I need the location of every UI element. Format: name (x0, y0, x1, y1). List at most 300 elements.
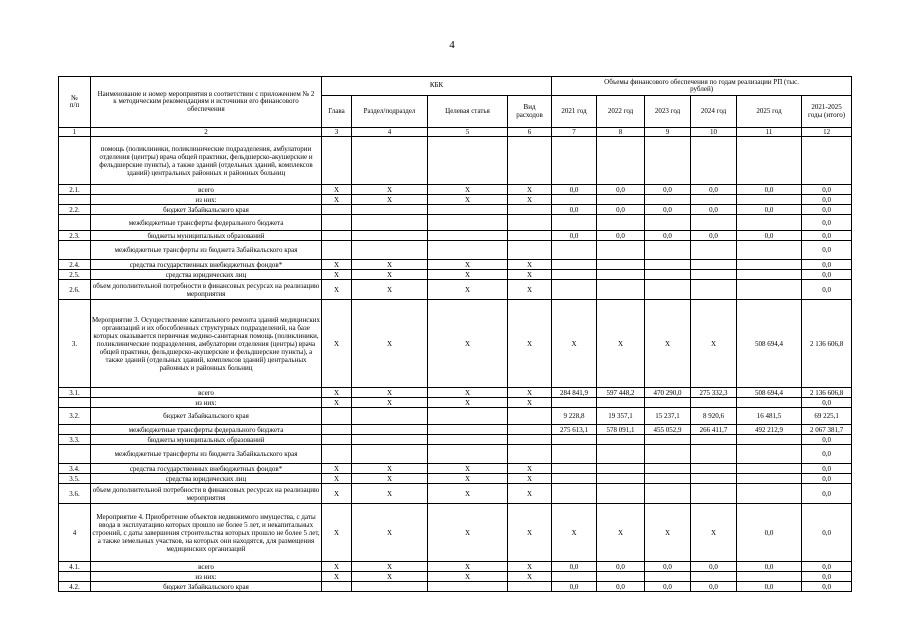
column-number: 9 (645, 128, 691, 137)
row-name-cell: средства государственных внебюджетных фондов* (91, 464, 322, 474)
kbk-cell (322, 215, 352, 231)
value-cell (737, 464, 802, 474)
kbk-cell (352, 582, 428, 592)
value-cell (691, 435, 737, 445)
value-cell: 455 052,9 (645, 425, 691, 435)
kbk-cell: X (322, 300, 352, 388)
value-cell (691, 445, 737, 464)
kbk-cell: X (352, 572, 428, 582)
value-cell: 0,0 (802, 231, 852, 241)
row-name-cell: межбюджетные трансферты федерального бюджета (91, 215, 322, 231)
row-name-cell: всего (91, 388, 322, 398)
table-row (59, 185, 852, 195)
table-row (59, 195, 852, 205)
column-number: 2 (91, 128, 322, 137)
kbk-cell: X (508, 484, 552, 504)
kbk-cell (322, 582, 352, 592)
row-name-cell: из них: (91, 195, 322, 205)
value-cell (552, 572, 597, 582)
value-cell (552, 195, 597, 205)
kbk-cell: X (428, 260, 508, 270)
kbk-cell: X (322, 388, 352, 398)
kbk-cell: X (508, 398, 552, 408)
kbk-cell: X (428, 562, 508, 572)
value-cell (737, 241, 802, 260)
row-number-cell: 4 (59, 504, 91, 562)
value-cell (737, 280, 802, 300)
column-number: 5 (428, 128, 508, 137)
value-cell (552, 398, 597, 408)
row-number-cell (59, 425, 91, 435)
kbk-cell (508, 435, 552, 445)
value-cell: 0,0 (802, 241, 852, 260)
row-name-cell: всего (91, 562, 322, 572)
table-row (59, 572, 852, 582)
kbk-cell: X (352, 562, 428, 572)
kbk-cell: X (508, 504, 552, 562)
row-name-cell: бюджет Забайкальского края (91, 408, 322, 425)
value-cell (691, 398, 737, 408)
column-number: 6 (508, 128, 552, 137)
header-year-col: 2022 год (597, 96, 645, 128)
value-cell (597, 270, 645, 280)
value-cell: 0,0 (737, 582, 802, 592)
kbk-cell: X (322, 474, 352, 484)
kbk-cell (508, 445, 552, 464)
kbk-cell: X (508, 270, 552, 280)
row-number-cell (59, 215, 91, 231)
value-cell (802, 137, 852, 185)
value-cell (737, 137, 802, 185)
table-row (59, 270, 852, 280)
row-name-cell: межбюджетные трансферты федерального бюджета (91, 425, 322, 435)
kbk-cell (322, 231, 352, 241)
value-cell (597, 445, 645, 464)
kbk-cell: X (352, 464, 428, 474)
table-row (59, 562, 852, 572)
header-year-col: 2024 год (691, 96, 737, 128)
row-number-cell: 3.3. (59, 435, 91, 445)
table-row (59, 435, 852, 445)
value-cell: 0,0 (737, 185, 802, 195)
value-cell: 0,0 (597, 562, 645, 572)
kbk-cell: X (352, 185, 428, 195)
kbk-cell: X (508, 195, 552, 205)
kbk-cell: X (352, 484, 428, 504)
kbk-cell (352, 425, 428, 435)
value-cell: 266 411,7 (691, 425, 737, 435)
kbk-cell (508, 215, 552, 231)
value-cell (552, 484, 597, 504)
row-name-cell: бюджеты муниципальных образований (91, 435, 322, 445)
value-cell: 16 481,5 (737, 408, 802, 425)
row-name-cell: всего (91, 185, 322, 195)
value-cell (645, 241, 691, 260)
value-cell (552, 280, 597, 300)
row-number-cell: 4.1. (59, 562, 91, 572)
kbk-cell (352, 205, 428, 215)
kbk-cell (352, 137, 428, 185)
value-cell (597, 484, 645, 504)
value-cell (691, 484, 737, 504)
kbk-cell: X (428, 270, 508, 280)
table-row (59, 260, 852, 270)
value-cell (645, 398, 691, 408)
value-cell (737, 474, 802, 484)
value-cell (597, 195, 645, 205)
kbk-cell: X (508, 572, 552, 582)
kbk-cell: X (428, 464, 508, 474)
row-number-cell (59, 398, 91, 408)
value-cell: 0,0 (802, 205, 852, 215)
row-number-cell (59, 137, 91, 185)
row-name-cell: межбюджетные трансферты из бюджета Забайкальского края (91, 241, 322, 260)
value-cell: 0,0 (802, 215, 852, 231)
column-number: 4 (352, 128, 428, 137)
value-cell (552, 215, 597, 231)
value-cell (737, 484, 802, 504)
kbk-cell: X (352, 300, 428, 388)
kbk-cell: X (508, 562, 552, 572)
kbk-cell: X (322, 572, 352, 582)
kbk-cell (352, 215, 428, 231)
kbk-cell (352, 408, 428, 425)
row-number-cell: 2.4. (59, 260, 91, 270)
kbk-cell (428, 137, 508, 185)
kbk-cell (428, 215, 508, 231)
value-cell (597, 572, 645, 582)
value-cell (691, 464, 737, 474)
value-cell: X (645, 504, 691, 562)
value-cell: 0,0 (802, 270, 852, 280)
kbk-cell (428, 582, 508, 592)
value-cell: 0,0 (802, 474, 852, 484)
table-row (59, 408, 852, 425)
kbk-cell (322, 241, 352, 260)
value-cell: 0,0 (597, 185, 645, 195)
kbk-cell: X (322, 270, 352, 280)
row-name-cell: средства юридических лиц (91, 474, 322, 484)
value-cell: X (597, 300, 645, 388)
value-cell: 284 841,9 (552, 388, 597, 398)
value-cell: 0,0 (802, 484, 852, 504)
value-cell: X (691, 300, 737, 388)
kbk-cell (428, 205, 508, 215)
value-cell: 0,0 (802, 280, 852, 300)
kbk-cell (508, 408, 552, 425)
table-row (59, 504, 852, 562)
value-cell: 0,0 (802, 445, 852, 464)
value-cell (645, 445, 691, 464)
row-number-cell (59, 572, 91, 582)
kbk-cell: X (508, 474, 552, 484)
value-cell (737, 260, 802, 270)
value-cell: 0,0 (737, 504, 802, 562)
row-number-cell (59, 195, 91, 205)
value-cell (691, 280, 737, 300)
kbk-cell: X (428, 195, 508, 205)
row-number-cell (59, 445, 91, 464)
column-number: 12 (802, 128, 852, 137)
kbk-cell: X (508, 260, 552, 270)
row-number-cell: 3.4. (59, 464, 91, 474)
kbk-cell (508, 205, 552, 215)
value-cell: 275 613,1 (552, 425, 597, 435)
table-row (59, 474, 852, 484)
value-cell: 578 091,1 (597, 425, 645, 435)
kbk-cell (508, 241, 552, 260)
value-cell: 597 448,2 (597, 388, 645, 398)
value-cell: 275 332,3 (691, 388, 737, 398)
value-cell: 2 067 381,7 (802, 425, 852, 435)
table-row (59, 445, 852, 464)
row-name-cell: межбюджетные трансферты из бюджета Забайкальского края (91, 445, 322, 464)
value-cell: 0,0 (597, 582, 645, 592)
value-cell (691, 260, 737, 270)
value-cell (645, 484, 691, 504)
column-number: 11 (737, 128, 802, 137)
kbk-cell (322, 137, 352, 185)
row-name-cell: объем дополнительной потребности в финансовых ресурсах на реализацию мероприятия (91, 484, 322, 504)
kbk-cell (428, 241, 508, 260)
value-cell (737, 215, 802, 231)
kbk-cell: X (508, 280, 552, 300)
value-cell: 0,0 (737, 562, 802, 572)
value-cell (691, 474, 737, 484)
header-year-col: 2023 год (645, 96, 691, 128)
column-number: 3 (322, 128, 352, 137)
value-cell: 0,0 (737, 231, 802, 241)
value-cell: 0,0 (802, 572, 852, 582)
value-cell (691, 215, 737, 231)
value-cell: 470 290,0 (645, 388, 691, 398)
header-kbk-col: Раздел/подраздел (352, 96, 428, 128)
kbk-cell (352, 445, 428, 464)
row-number-cell: 3.6. (59, 484, 91, 504)
kbk-cell: X (322, 562, 352, 572)
value-cell: X (552, 504, 597, 562)
value-cell (645, 280, 691, 300)
kbk-cell (508, 231, 552, 241)
row-number-cell: 3.2. (59, 408, 91, 425)
kbk-cell: X (428, 185, 508, 195)
value-cell: 0,0 (645, 185, 691, 195)
value-cell: 0,0 (552, 205, 597, 215)
kbk-cell (352, 231, 428, 241)
value-cell (552, 435, 597, 445)
value-cell (645, 215, 691, 231)
kbk-cell: X (428, 484, 508, 504)
kbk-cell: X (352, 474, 428, 484)
row-name-cell: бюджеты муниципальных образований (91, 231, 322, 241)
header-funding: Объемы финансового обеспечения по годам реализации РП (тыс. рублей) (552, 77, 852, 96)
row-number-cell: 3.1. (59, 388, 91, 398)
value-cell: 9 228,8 (552, 408, 597, 425)
row-name-cell: средства юридических лиц (91, 270, 322, 280)
value-cell: 0,0 (645, 582, 691, 592)
value-cell (597, 260, 645, 270)
kbk-cell: X (508, 300, 552, 388)
value-cell (737, 195, 802, 205)
value-cell: 0,0 (552, 231, 597, 241)
value-cell: 0,0 (645, 231, 691, 241)
value-cell (691, 195, 737, 205)
value-cell (552, 445, 597, 464)
kbk-cell: X (322, 464, 352, 474)
kbk-cell: X (352, 260, 428, 270)
row-number-cell: 2.1. (59, 185, 91, 195)
value-cell (597, 464, 645, 474)
value-cell (597, 137, 645, 185)
value-cell (737, 435, 802, 445)
table-row (59, 231, 852, 241)
value-cell (597, 398, 645, 408)
header-kbk-col: Глава (322, 96, 352, 128)
value-cell (597, 215, 645, 231)
value-cell (691, 137, 737, 185)
value-cell: 19 357,1 (597, 408, 645, 425)
value-cell: 492 212,9 (737, 425, 802, 435)
value-cell: 0,0 (802, 504, 852, 562)
kbk-cell: X (428, 280, 508, 300)
value-cell: 0,0 (552, 562, 597, 572)
value-cell: 508 694,4 (737, 300, 802, 388)
column-number: 7 (552, 128, 597, 137)
kbk-cell: X (352, 195, 428, 205)
row-number-cell: 2.2. (59, 205, 91, 215)
kbk-cell: X (428, 300, 508, 388)
value-cell (737, 572, 802, 582)
header-year-col: 2025 год (737, 96, 802, 128)
value-cell (691, 241, 737, 260)
value-cell: 0,0 (645, 562, 691, 572)
kbk-cell (352, 241, 428, 260)
row-number-cell: 2.3. (59, 231, 91, 241)
value-cell (552, 464, 597, 474)
header-kbk-col: Целевая статья (428, 96, 508, 128)
row-name-cell: из них: (91, 398, 322, 408)
column-number: 1 (59, 128, 91, 137)
value-cell: 69 225,1 (802, 408, 852, 425)
kbk-cell (428, 445, 508, 464)
page-number: 4 (449, 39, 455, 51)
kbk-cell: X (352, 280, 428, 300)
value-cell (552, 241, 597, 260)
value-cell (597, 435, 645, 445)
table-row (59, 241, 852, 260)
table-row (59, 205, 852, 215)
value-cell (597, 280, 645, 300)
row-name-cell: бюджет Забайкальского края (91, 582, 322, 592)
value-cell: 0,0 (802, 398, 852, 408)
value-cell: 0,0 (802, 260, 852, 270)
table-row (59, 215, 852, 231)
value-cell: 0,0 (552, 582, 597, 592)
value-cell (691, 572, 737, 582)
header-num: № п/п (59, 77, 91, 128)
row-name-cell: бюджет Забайкальского края (91, 205, 322, 215)
value-cell (737, 270, 802, 280)
value-cell (645, 260, 691, 270)
value-cell: X (691, 504, 737, 562)
kbk-cell: X (352, 504, 428, 562)
table-row (59, 398, 852, 408)
value-cell: 0,0 (645, 205, 691, 215)
value-cell: 0,0 (691, 205, 737, 215)
value-cell: 508 694,4 (737, 388, 802, 398)
row-name-cell: помощь (поликлиники, поликлинические подразделения, амбулатории отделения (центры) врача общей практики, фельдшерско-акушерские и фельдшерские пункты), а также зданий (отдельных зданий, комплексов зданий) центральных районных и районных больниц (91, 137, 322, 185)
value-cell: 0,0 (597, 205, 645, 215)
row-number-cell (59, 241, 91, 260)
kbk-cell (508, 582, 552, 592)
value-cell: 0,0 (691, 185, 737, 195)
value-cell: 0,0 (802, 435, 852, 445)
kbk-cell: X (428, 474, 508, 484)
kbk-cell: X (352, 270, 428, 280)
value-cell: X (552, 300, 597, 388)
row-name-cell: из них: (91, 572, 322, 582)
value-cell (645, 195, 691, 205)
header-name: Наименование и номер мероприятия в соответствии с приложением № 2 к методическим рекомендациям и источники его финансового обеспечения (91, 77, 322, 128)
kbk-cell: X (428, 388, 508, 398)
value-cell: 15 237,1 (645, 408, 691, 425)
row-name-cell: Мероприятие 4. Приобретение объектов недвижимого имущества, с даты ввода в эксплуатацию которых прошло не более 5 лет, и некапитальных строений, с даты завершения строительства которых прошло не более 5 лет, а также земельных участков, на которых они находятся, для размещения медицинских организаций (91, 504, 322, 562)
row-name-cell: средства государственных внебюджетных фондов* (91, 260, 322, 270)
value-cell (645, 137, 691, 185)
kbk-cell: X (508, 388, 552, 398)
kbk-cell (428, 435, 508, 445)
value-cell (552, 474, 597, 484)
kbk-cell (322, 205, 352, 215)
column-number: 8 (597, 128, 645, 137)
value-cell: 0,0 (802, 582, 852, 592)
value-cell: 2 136 606,8 (802, 300, 852, 388)
kbk-cell (352, 435, 428, 445)
kbk-cell (322, 425, 352, 435)
kbk-cell (428, 425, 508, 435)
kbk-cell (322, 445, 352, 464)
kbk-cell: X (322, 398, 352, 408)
value-cell: X (645, 300, 691, 388)
kbk-cell: X (322, 504, 352, 562)
value-cell (645, 270, 691, 280)
value-cell (737, 445, 802, 464)
value-cell (645, 474, 691, 484)
value-cell (691, 270, 737, 280)
value-cell: X (597, 504, 645, 562)
header-year-col: 2021 год (552, 96, 597, 128)
value-cell (645, 435, 691, 445)
value-cell (737, 398, 802, 408)
table-row (59, 137, 852, 185)
value-cell: 0,0 (691, 231, 737, 241)
value-cell (597, 474, 645, 484)
header-year-col: 2021-2025 годы (итого) (802, 96, 852, 128)
value-cell: 0,0 (802, 195, 852, 205)
kbk-cell: X (322, 195, 352, 205)
row-number-cell: 4.2. (59, 582, 91, 592)
header-kbk-col: Вид расходов (508, 96, 552, 128)
row-number-cell: 2.6. (59, 280, 91, 300)
kbk-cell (508, 425, 552, 435)
kbk-cell: X (322, 484, 352, 504)
column-number: 10 (691, 128, 737, 137)
value-cell (552, 260, 597, 270)
value-cell: 0,0 (802, 185, 852, 195)
value-cell: 0,0 (597, 231, 645, 241)
kbk-cell: X (428, 398, 508, 408)
value-cell (597, 241, 645, 260)
